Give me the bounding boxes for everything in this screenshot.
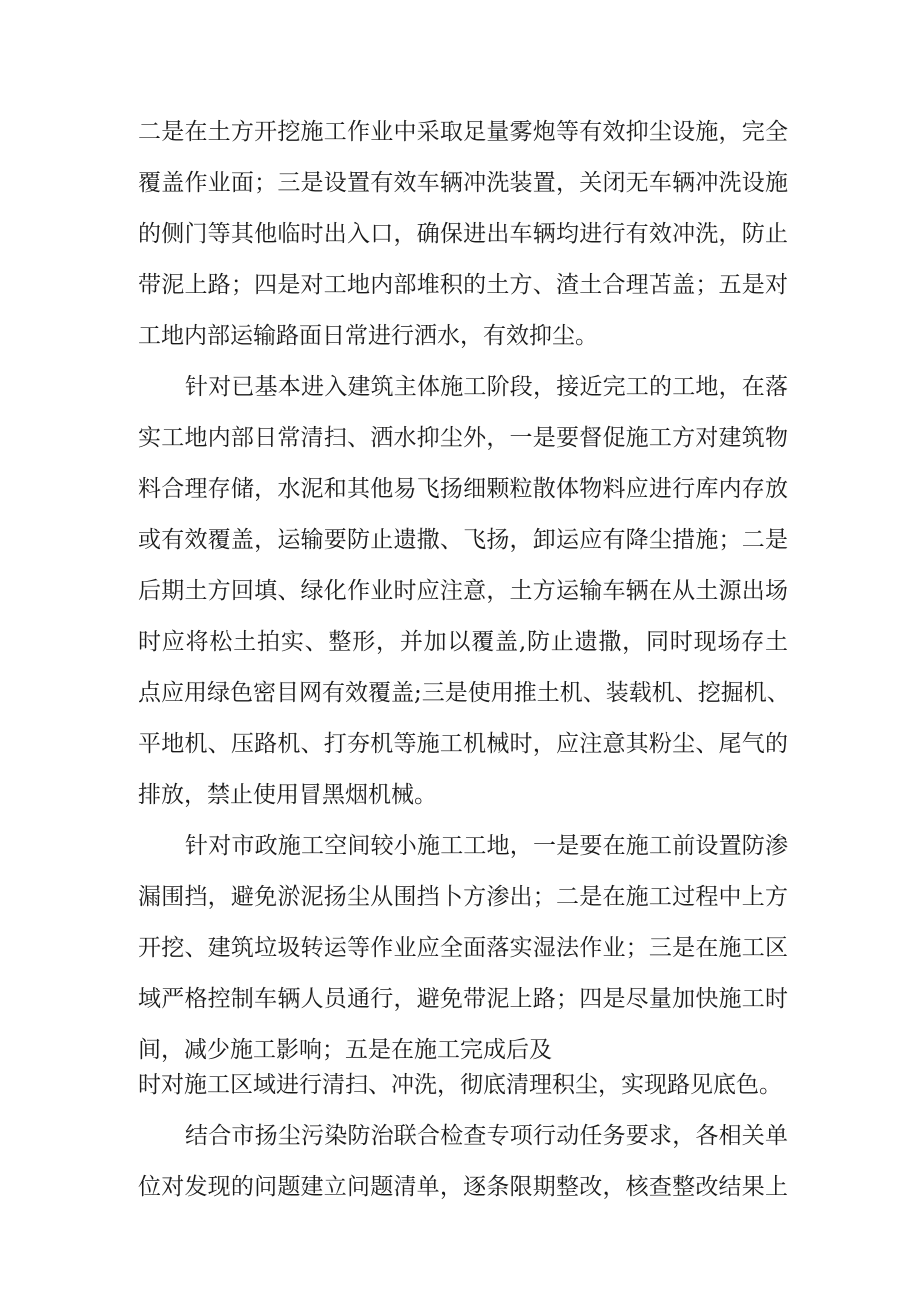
text-line: 后期土方回填、绿化作业时应注意，土方运输车辆在从土源出场 — [138, 578, 788, 604]
text-line: 域严格控制车辆人员通行，避免带泥上路；四是尽量加快施工时 — [138, 986, 788, 1012]
text-line: 时对施工区域进行清扫、冲洗，彻底清理积尘，实现路见底色。 — [138, 1072, 782, 1098]
text-line: 点应用绿色密目网有效覆盖;三是使用推土机、装载机、挖掘机、 — [138, 680, 790, 706]
text-line: 间，减少施工影响；五是在施工完成后及 — [138, 1037, 552, 1063]
text-line: 带泥上路；四是对工地内部堆积的土方、渣土合理苫盖；五是对 — [138, 272, 788, 298]
text-line: 时应将松土拍实、整形，并加以覆盖,防止遗撒，同时现场存土 — [138, 629, 788, 655]
text-line: 工地内部运输路面日常进行洒水，有效抑尘。 — [138, 323, 598, 349]
text-line: 平地机、压路机、打夯机等施工机械时，应注意其粉尘、尾气的 — [138, 731, 788, 757]
paragraph-first-line: 结合市扬尘污染防治联合检查专项行动任务要求，各相关单 — [185, 1123, 788, 1149]
text-line: 开挖、建筑垃圾转运等作业应全面落实湿法作业；三是在施工区 — [138, 935, 788, 961]
text-line: 或有效覆盖，运输要防止遗撒、飞扬，卸运应有降尘措施；二是 — [138, 527, 788, 553]
text-line: 覆盖作业面；三是设置有效车辆冲洗装置，关闭无车辆冲洗设施 — [138, 170, 788, 196]
paragraph-first-line: 针对已基本进入建筑主体施工阶段，接近完工的工地，在落 — [185, 374, 788, 400]
text-line: 的侧门等其他临时出入口，确保进出车辆均进行有效冲洗，防止 — [138, 221, 788, 247]
paragraph-first-line: 针对市政施工空间较小施工工地，一是要在施工前设置防渗 — [185, 833, 788, 859]
text-line: 漏围挡，避免淤泥扬尘从围挡卜方渗出；二是在施工过程中上方 — [138, 884, 788, 910]
text-line: 排放，禁止使用冒黑烟机械。 — [138, 782, 437, 808]
text-line: 实工地内部日常清扫、洒水抑尘外，一是要督促施工方对建筑物 — [138, 425, 788, 451]
text-line: 料合理存储，水泥和其他易飞扬细颗粒散体物料应进行库内存放 — [138, 476, 788, 502]
text-line: 二是在土方开挖施工作业中采取足量雾炮等有效抑尘设施，完全 — [138, 119, 788, 145]
text-line: 位对发现的问题建立问题清单，逐条限期整改，核查整改结果上 — [138, 1174, 788, 1200]
